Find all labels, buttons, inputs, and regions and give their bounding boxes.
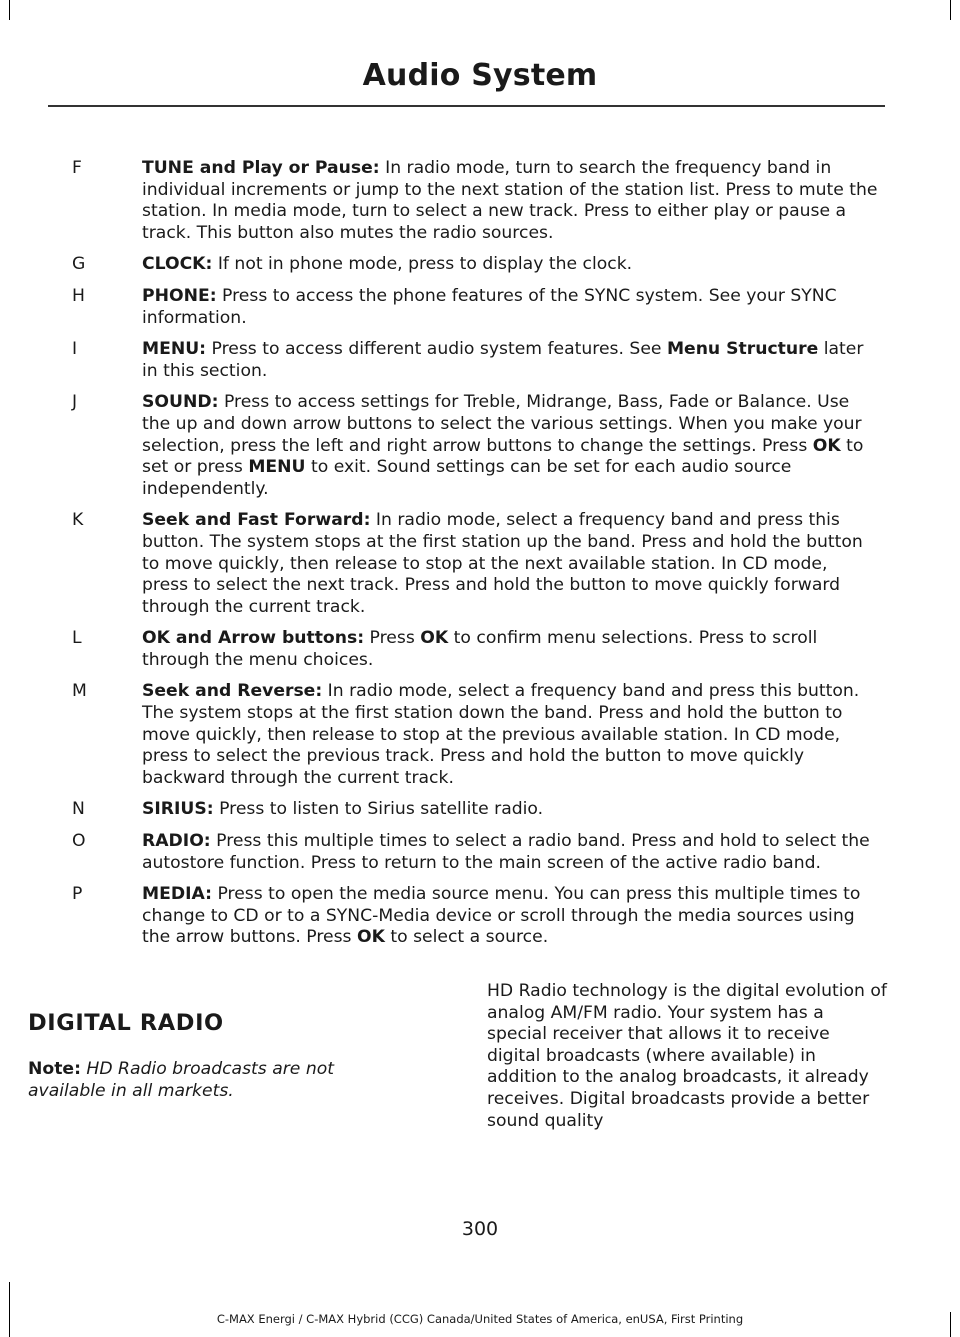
- header-divider: [48, 105, 885, 107]
- note-label: Note:: [28, 1059, 81, 1079]
- entry-description: [142, 158, 878, 244]
- entry-letter: F: [72, 158, 82, 178]
- entry-description: [142, 628, 878, 671]
- entry-letter: G: [72, 254, 86, 275]
- page-header-title: Audio System: [362, 58, 598, 93]
- inline-bold-term: OK: [356, 927, 385, 948]
- entry-letter: L: [72, 628, 82, 649]
- entry-description: [142, 254, 878, 276]
- entry-body-text: to select a source.: [384, 927, 549, 948]
- entry-body-text: Press to open the media source menu. You can press this multiple times to change to CD or to a SYNC-Media device or scroll through the media sources using the arrow buttons. Press: [142, 884, 861, 948]
- entry-body-text: Press to listen to Sirius satellite radio.: [213, 799, 544, 820]
- entry-description: [142, 831, 878, 874]
- entry-body-text: Press to access settings for Treble, Midrange, Bass, Fade or Balance. Use the up and down arrow buttons to select the various settings. When you make your selection, press the left and right arrow buttons to change the settings. Press: [142, 392, 862, 456]
- entry-body-text: Press: [364, 628, 421, 649]
- crop-mark-top-left-vertical: [9, 0, 10, 20]
- entry-label: SIRIUS:: [142, 799, 214, 820]
- entry-letter: N: [72, 799, 85, 820]
- entry-description: [142, 681, 878, 789]
- list-item: [0, 254, 960, 276]
- note-text: HD Radio broadcasts are not available in all markets.: [28, 1059, 334, 1101]
- entry-letter: J: [72, 392, 78, 413]
- list-item: [0, 831, 960, 874]
- note-paragraph: [28, 1059, 408, 1102]
- entry-description: [142, 510, 878, 618]
- list-item: [0, 339, 960, 382]
- list-item: [0, 510, 960, 618]
- inline-bold-term: Menu Structure: [666, 339, 819, 360]
- entry-letter: P: [72, 884, 83, 905]
- entry-description: [142, 392, 878, 500]
- entry-label: RADIO:: [142, 831, 211, 852]
- entry-label: MEDIA:: [142, 884, 213, 905]
- list-item: [0, 286, 960, 329]
- control-descriptions-list: [0, 158, 960, 959]
- entry-letter: O: [72, 831, 86, 852]
- entry-body-text: Press to access different audio system features. See: [206, 339, 667, 360]
- entry-description: [142, 286, 878, 329]
- list-item: [0, 799, 960, 821]
- list-item: [0, 681, 960, 789]
- hd-radio-paragraph: HD Radio technology is the digital evolution of analog AM/FM radio. Your system has a special receiver that allows it to receive digital broadcasts (where available) in addition to the analog broadcasts, it already receives. Digital broadcasts provide a better sound quality: [487, 981, 887, 1131]
- page-number: 300: [461, 1218, 499, 1240]
- entry-label: Seek and Fast Forward:: [142, 510, 371, 531]
- entry-label: CLOCK:: [142, 254, 213, 275]
- entry-label: PHONE:: [142, 285, 217, 306]
- entry-label: MENU:: [142, 339, 207, 360]
- entry-body-text: In radio mode, select a frequency band and press this button. The system stops at the first station down the band. Press and hold the button to move quickly, then release to stop at the previous available station. In CD mode, press to select the previous track. Press and hold the button to move quickly backward through the current track.: [142, 681, 860, 788]
- footer-text: C-MAX Energi / C-MAX Hybrid (CCG) Canada/United States of America, enUSA, First Printing: [216, 1312, 744, 1326]
- entry-label: TUNE and Play or Pause:: [142, 158, 380, 178]
- entry-body-text: to exit. Sound settings can be set for each audio source independently.: [142, 457, 792, 499]
- list-item: [0, 884, 960, 949]
- entry-body-text: to confirm menu selections. Press to scroll through the menu choices.: [142, 628, 818, 670]
- list-item: [0, 158, 960, 244]
- list-item: [0, 628, 960, 671]
- crop-mark-top-right-vertical: [950, 0, 951, 20]
- entry-description: [142, 799, 878, 821]
- entry-body-text: later in this section.: [142, 339, 864, 381]
- list-item: [0, 392, 960, 500]
- entry-letter: M: [72, 681, 87, 702]
- entry-body-text: In radio mode, turn to search the frequency band in individual increments or jump to the next station of the station list. Press to mute the station. In media mode, turn to select a new track. Press to either play or pause a track. This button also mutes the radio sources.: [142, 158, 878, 243]
- inline-bold-term: OK: [812, 435, 841, 456]
- entry-body-text: to set or press: [142, 435, 864, 478]
- entry-letter: I: [72, 339, 78, 360]
- entry-body-text: Press to access the phone features of the SYNC system. See your SYNC information.: [142, 285, 837, 328]
- entry-label: OK and Arrow buttons:: [142, 628, 365, 649]
- inline-bold-term: MENU: [248, 457, 306, 478]
- entry-body-text: In radio mode, select a frequency band and press this button. The system stops at the first station up the band. Press and hold the button to move quickly, then release to stop at the next available station. In CD mode, press to select the next track. Press and hold the button to move quickly forward through the current track.: [142, 510, 863, 617]
- crop-mark-bottom-left-vertical: [9, 1282, 10, 1337]
- entry-body-text: If not in phone mode, press to display the clock.: [212, 254, 633, 275]
- entry-description: [142, 339, 878, 382]
- entry-label: SOUND:: [142, 392, 219, 413]
- entry-description: [142, 884, 878, 949]
- inline-bold-term: OK: [420, 628, 449, 649]
- entry-letter: K: [72, 510, 84, 531]
- entry-body-text: Press this multiple times to select a radio band. Press and hold to select the autostore function. Press to return to the main screen of the active radio band.: [142, 831, 870, 873]
- entry-letter: H: [72, 285, 85, 306]
- section-title: DIGITAL RADIO: [28, 1010, 224, 1036]
- entry-label: Seek and Reverse:: [142, 681, 323, 702]
